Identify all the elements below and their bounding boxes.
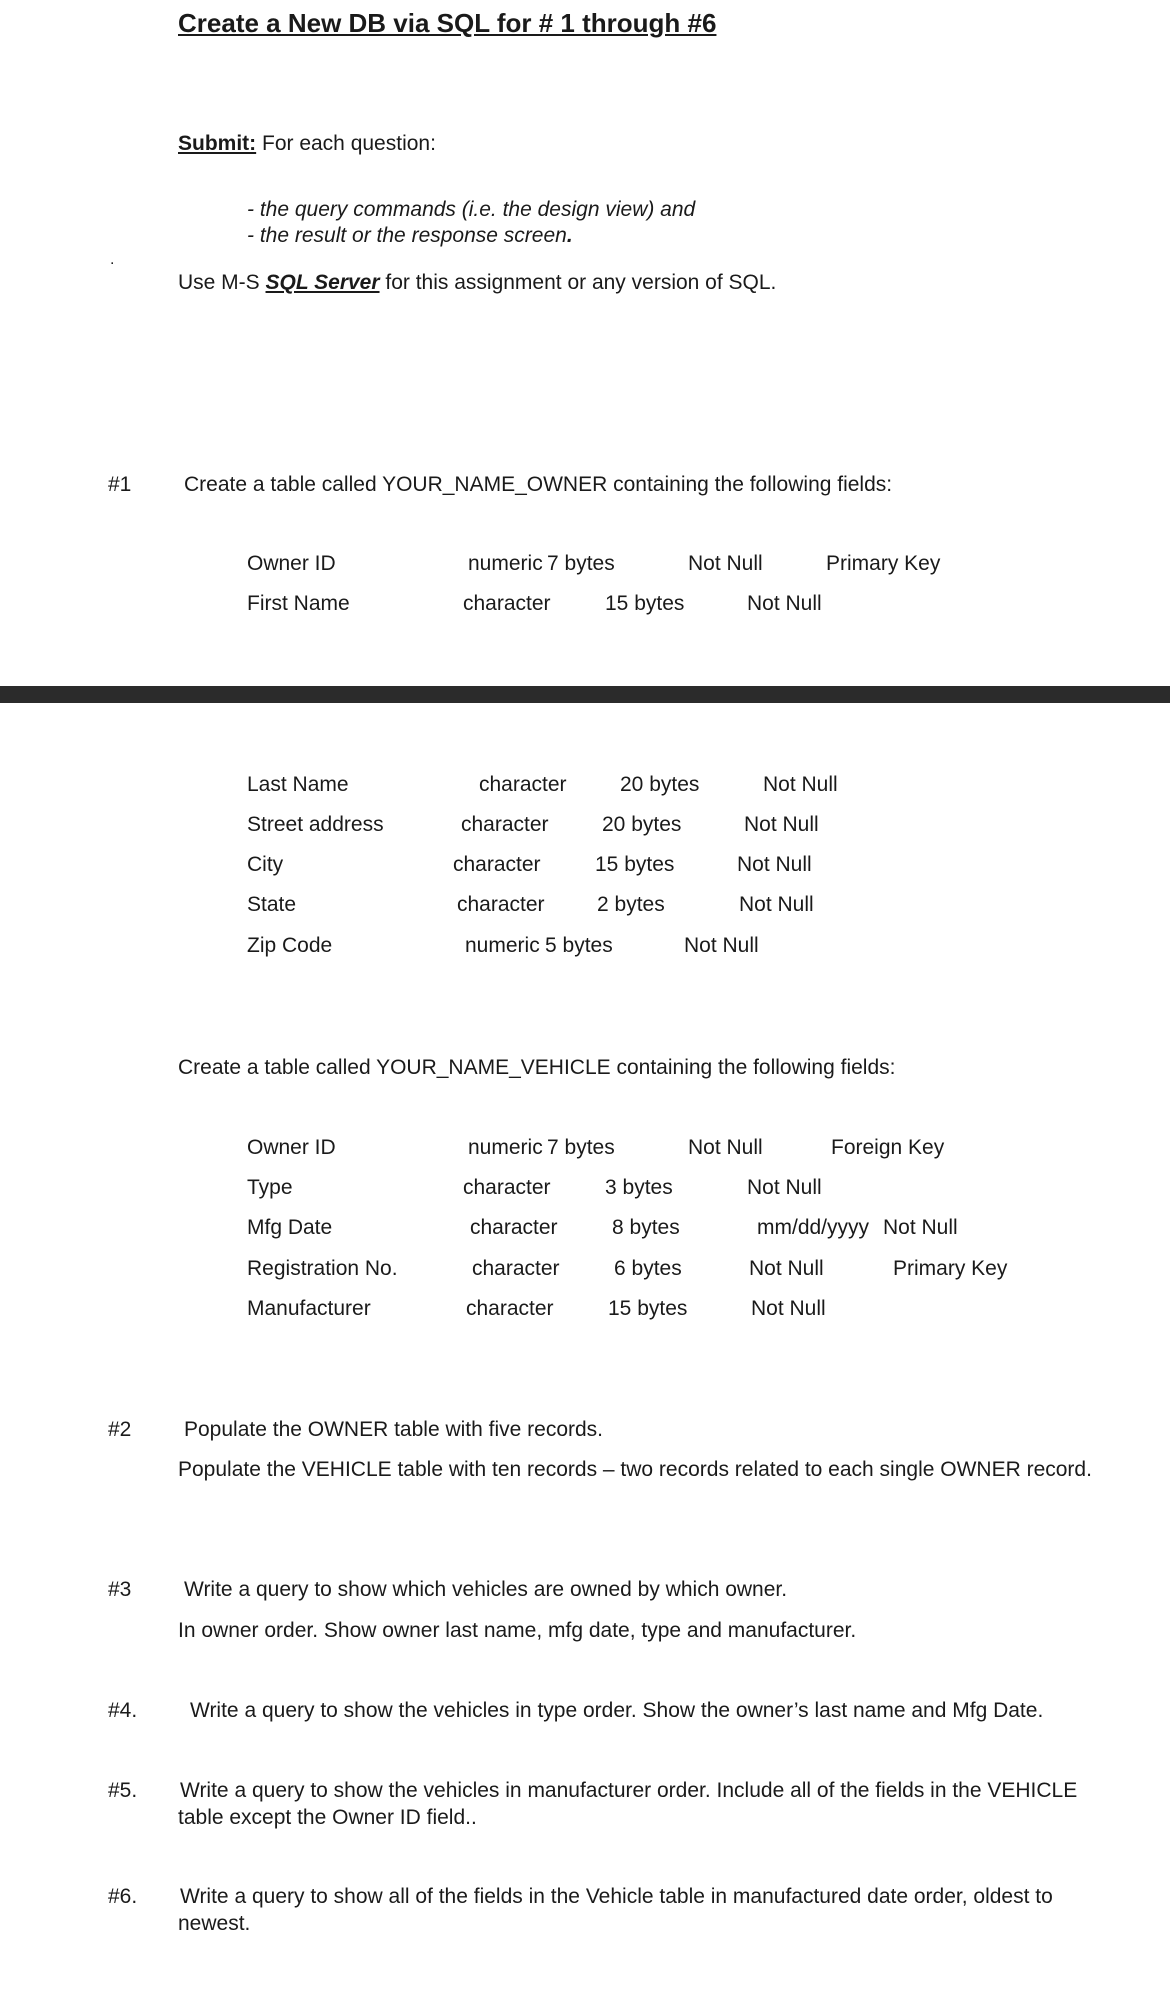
owner-field-name: Zip Code bbox=[247, 934, 333, 957]
owner-field-null: Not Null bbox=[744, 813, 819, 836]
vehicle-field-size: 8 bytes bbox=[612, 1216, 680, 1239]
vehicle-table-text: Create a table called YOUR_NAME_VEHICLE containing the following fields: bbox=[178, 1056, 896, 1079]
owner-field-name: Owner ID bbox=[247, 552, 336, 575]
vehicle-field-null: Not Null bbox=[749, 1257, 824, 1280]
vehicle-field-null: Not Null bbox=[883, 1216, 958, 1239]
submit-text: For each question: bbox=[256, 132, 436, 155]
question-6-line-2: newest. bbox=[178, 1912, 251, 1935]
vehicle-field-size: 7 bytes bbox=[547, 1136, 615, 1159]
owner-field-null: Not Null bbox=[684, 934, 759, 957]
owner-field-size: 7 bytes bbox=[547, 552, 615, 575]
owner-field-size: 5 bytes bbox=[545, 934, 613, 957]
owner-field-null: Not Null bbox=[747, 592, 822, 615]
vehicle-field-format: mm/dd/yyyy bbox=[757, 1216, 870, 1239]
owner-field-type: character bbox=[479, 773, 567, 796]
submit-bullet-2: - the result or the response screen. bbox=[247, 224, 573, 247]
instructions-line: Use M-S SQL Server for this assignment or any version of SQL. bbox=[178, 271, 777, 294]
owner-field-name: Street address bbox=[247, 813, 384, 836]
vehicle-field-null: Not Null bbox=[747, 1176, 822, 1199]
question-5-line-1: Write a query to show the vehicles in manufacturer order. Include all of the fields in the VEHICLE bbox=[180, 1779, 1078, 1802]
question-number-1: #1 bbox=[108, 473, 132, 496]
vehicle-field-null: Not Null bbox=[751, 1297, 826, 1320]
vehicle-field-null: Not Null bbox=[688, 1136, 763, 1159]
owner-field-type: character bbox=[457, 893, 545, 916]
question-1-text: Create a table called YOUR_NAME_OWNER containing the following fields: bbox=[184, 473, 893, 496]
vehicle-field-type: character bbox=[463, 1176, 551, 1199]
submit-line bbox=[178, 131, 436, 156]
vehicle-field-name: Mfg Date bbox=[247, 1216, 333, 1239]
owner-field-type: numeric bbox=[465, 934, 540, 957]
owner-field-name: Last Name bbox=[247, 773, 349, 796]
sql-server-emphasis: SQL Server bbox=[265, 271, 380, 294]
owner-field-size: 15 bytes bbox=[605, 592, 685, 615]
owner-field-type: character bbox=[453, 853, 541, 876]
vehicle-field-size: 3 bytes bbox=[605, 1176, 673, 1199]
submit-label: Submit: bbox=[178, 132, 257, 155]
vehicle-field-name: Manufacturer bbox=[247, 1297, 371, 1320]
owner-field-null: Not Null bbox=[737, 853, 812, 876]
question-5-line-2: table except the Owner ID field.. bbox=[178, 1806, 477, 1829]
question-4-line-1: Write a query to show the vehicles in type order. Show the owner’s last name and Mfg Date. bbox=[190, 1699, 1044, 1722]
owner-field-type: character bbox=[461, 813, 549, 836]
vehicle-field-key: Primary Key bbox=[893, 1257, 1008, 1280]
owner-field-size: 2 bytes bbox=[597, 893, 665, 916]
question-number-3: #3 bbox=[108, 1578, 132, 1601]
vehicle-field-key: Foreign Key bbox=[831, 1136, 945, 1159]
page-divider bbox=[0, 686, 1170, 703]
question-number-6: #6. bbox=[108, 1885, 138, 1908]
page-title: Create a New DB via SQL for # 1 through #6 bbox=[178, 8, 717, 38]
owner-field-size: 20 bytes bbox=[620, 773, 700, 796]
vehicle-field-type: character bbox=[472, 1257, 560, 1280]
stray-dot: . bbox=[110, 251, 115, 268]
vehicle-field-size: 6 bytes bbox=[614, 1257, 682, 1280]
owner-field-name: State bbox=[247, 893, 297, 916]
owner-field-size: 20 bytes bbox=[602, 813, 682, 836]
question-6-line-1: Write a query to show all of the fields in the Vehicle table in manufactured date order, oldest to bbox=[180, 1885, 1053, 1908]
vehicle-field-size: 15 bytes bbox=[608, 1297, 688, 1320]
vehicle-field-name: Type bbox=[247, 1176, 293, 1199]
submit-bullet-1: - the query commands (i.e. the design view) and bbox=[247, 198, 696, 221]
question-number-5: #5. bbox=[108, 1779, 138, 1802]
owner-field-key: Primary Key bbox=[826, 552, 941, 575]
vehicle-field-name: Owner ID bbox=[247, 1136, 336, 1159]
owner-field-type: numeric bbox=[468, 552, 543, 575]
owner-field-name: City bbox=[247, 853, 284, 876]
owner-field-type: character bbox=[463, 592, 551, 615]
vehicle-field-type: character bbox=[470, 1216, 558, 1239]
owner-field-null: Not Null bbox=[763, 773, 838, 796]
question-2-line-2: Populate the VEHICLE table with ten records – two records related to each single OWNER record. bbox=[178, 1458, 1092, 1481]
vehicle-field-name: Registration No. bbox=[247, 1257, 398, 1280]
question-number-2: #2 bbox=[108, 1418, 132, 1441]
question-3-line-1: Write a query to show which vehicles are owned by which owner. bbox=[184, 1578, 788, 1601]
owner-field-null: Not Null bbox=[739, 893, 814, 916]
owner-field-null: Not Null bbox=[688, 552, 763, 575]
owner-field-name: First Name bbox=[247, 592, 350, 615]
question-3-line-2: In owner order. Show owner last name, mfg date, type and manufacturer. bbox=[178, 1619, 857, 1642]
vehicle-field-type: character bbox=[466, 1297, 554, 1320]
question-2-line-1: Populate the OWNER table with five records. bbox=[184, 1418, 604, 1441]
vehicle-field-type: numeric bbox=[468, 1136, 543, 1159]
question-number-4: #4. bbox=[108, 1699, 138, 1722]
owner-field-size: 15 bytes bbox=[595, 853, 675, 876]
